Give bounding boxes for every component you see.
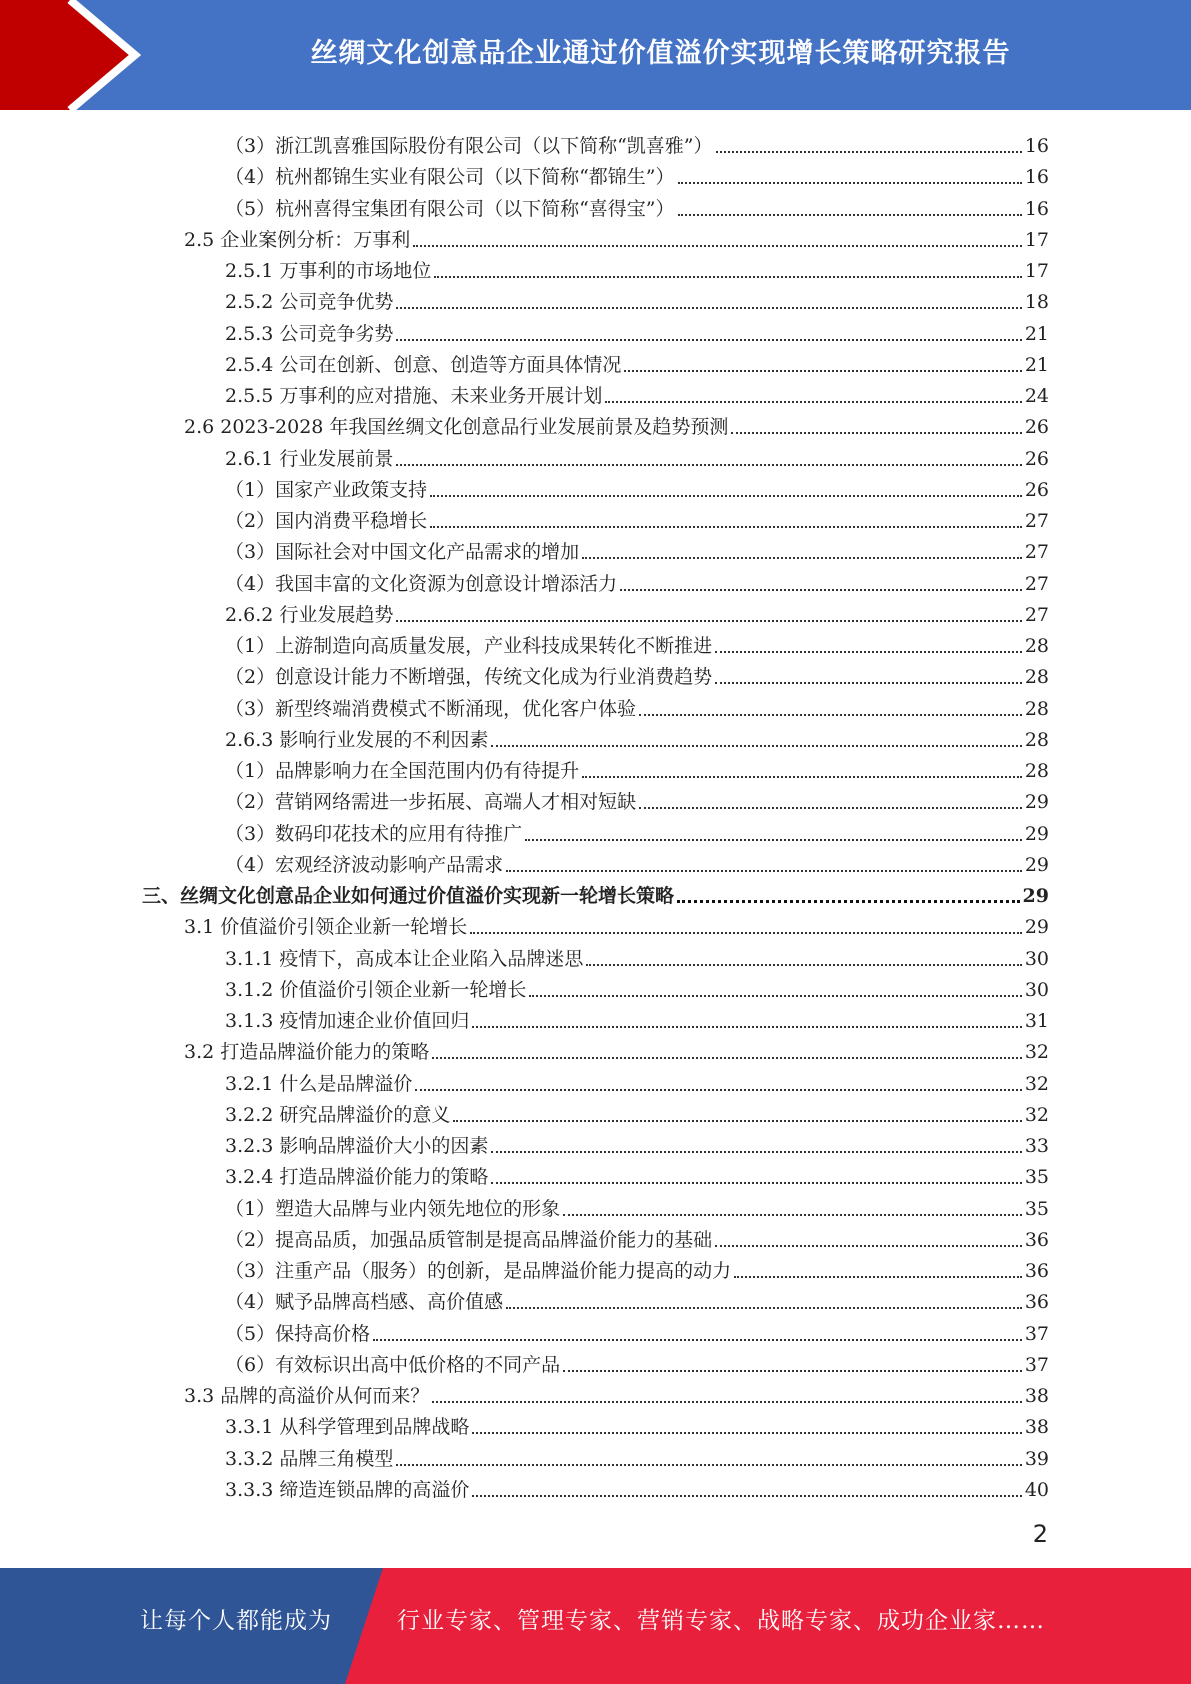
toc-entry-page: 35: [1024, 1197, 1049, 1220]
toc-entry[interactable]: [225, 252, 1049, 283]
toc-leader-dots: [715, 681, 1022, 684]
toc-entry-page: 30: [1024, 978, 1049, 1001]
toc-leader-dots: [605, 400, 1021, 403]
toc-entry-page: 28: [1024, 728, 1049, 751]
toc-entry-title: 2.6 2023-2028 年我国丝绸文化创意品行业发展前景及趋势预测: [184, 416, 729, 439]
toc-entry-title: （4）宏观经济波动影响产品需求: [225, 853, 504, 876]
toc-entry-page: 40: [1024, 1478, 1049, 1501]
toc-entry-page: 27: [1024, 603, 1049, 626]
toc-entry-title: 2.6.1 行业发展前景: [225, 447, 394, 470]
toc-entry-page: 21: [1024, 322, 1049, 345]
toc-entry-title: （2）创意设计能力不断增强，传统文化成为行业消费趋势: [225, 666, 713, 689]
toc-entry[interactable]: [225, 690, 1049, 721]
toc-entry-title: （4）杭州都锦生实业有限公司（以下简称“都锦生”）: [225, 166, 675, 189]
report-title: 丝绸文化创意品企业通过价值溢价实现增长策略研究报告: [310, 37, 1011, 69]
toc-leader-dots: [529, 994, 1021, 997]
toc-entry[interactable]: [225, 658, 1049, 689]
toc-leader-dots: [563, 1369, 1022, 1372]
toc-entry-page: 16: [1024, 166, 1049, 189]
toc-entry-page: 30: [1024, 947, 1049, 970]
toc-entry-page: 29: [1024, 916, 1049, 939]
toc-entry[interactable]: [225, 627, 1049, 658]
toc-entry-page: 27: [1024, 541, 1049, 564]
toc-leader-dots: [715, 650, 1022, 653]
toc-entry[interactable]: [225, 533, 1049, 564]
toc-entry[interactable]: [225, 1158, 1049, 1189]
toc-entry[interactable]: [225, 346, 1049, 377]
toc-entry[interactable]: [225, 471, 1049, 502]
toc-entry-title: 2.5 企业案例分析：万事利: [184, 228, 411, 251]
toc-entry[interactable]: [184, 408, 1049, 439]
toc-entry-page: 26: [1024, 478, 1049, 501]
toc-entry-page: 37: [1024, 1353, 1049, 1376]
page-header: [0, 0, 1191, 110]
toc-leader-dots: [734, 1275, 1022, 1278]
toc-entry-title: （3）数码印花技术的应用有待推广: [225, 822, 523, 845]
toc-leader-dots: [715, 1244, 1022, 1247]
toc-entry-page: 37: [1024, 1322, 1049, 1345]
toc-entry-page: 32: [1024, 1072, 1049, 1095]
toc-entry-page: 29: [1022, 885, 1049, 907]
toc-leader-dots: [430, 494, 1022, 497]
toc-entry-page: 29: [1024, 822, 1049, 845]
toc-entry[interactable]: [225, 502, 1049, 533]
toc-entry-title: 2.6.3 影响行业发展的不利因素: [225, 728, 489, 751]
toc-leader-dots: [586, 963, 1021, 966]
toc-entry[interactable]: [225, 846, 1049, 877]
toc-entry-page: 32: [1024, 1041, 1049, 1064]
toc-leader-dots: [624, 369, 1021, 372]
toc-entry-title: 2.5.1 万事利的市场地位: [225, 260, 432, 282]
toc-entry-title: 3.2 打造品牌溢价能力的策略: [184, 1041, 430, 1064]
toc-entry-title: （6）有效标识出高中低价格的不同产品: [225, 1353, 561, 1376]
toc-entry-title: （3）注重产品（服务）的创新，是品牌溢价能力提高的动力: [225, 1260, 732, 1282]
footer-slogan-right: 行业专家、管理专家、营销专家、战略专家、成功企业家……: [397, 1608, 1045, 1634]
toc-entry-title: 3.3 品牌的高溢价从何而来？: [184, 1385, 430, 1407]
toc-leader-dots: [491, 1181, 1021, 1184]
toc-leader-dots: [432, 1056, 1022, 1059]
toc-entry-title: 2.5.2 公司竞争优势: [225, 291, 394, 314]
toc-entry[interactable]: [225, 565, 1049, 596]
toc-entry[interactable]: [184, 1377, 1049, 1408]
toc-entry-page: 17: [1024, 260, 1049, 282]
toc-entry[interactable]: [225, 283, 1049, 314]
toc-entry-page: 18: [1024, 291, 1049, 314]
toc-leader-dots: [620, 588, 1022, 591]
toc-entry[interactable]: [225, 190, 1049, 221]
toc-leader-dots: [563, 1213, 1022, 1216]
toc-entry-page: 39: [1024, 1447, 1049, 1470]
toc-leader-dots: [678, 181, 1022, 184]
toc-entry[interactable]: [225, 377, 1049, 408]
toc-entry-page: 21: [1024, 353, 1049, 376]
toc-entry-page: 35: [1024, 1166, 1049, 1189]
toc-entry-title: （2）营销网络需进一步拓展、高端人才相对短缺: [225, 791, 637, 814]
toc-leader-dots: [396, 338, 1021, 341]
toc-entry-page: 29: [1024, 853, 1049, 876]
toc-leader-dots: [582, 775, 1022, 778]
toc-leader-dots: [413, 244, 1022, 247]
toc-entry-title: （3）浙江凯喜雅国际股份有限公司（以下简称“凯喜雅”）: [225, 135, 713, 157]
toc-leader-dots: [639, 806, 1022, 809]
toc-entry-page: 28: [1024, 666, 1049, 689]
toc-entry-page: 36: [1024, 1260, 1049, 1282]
toc-entry-title: 3.3.3 缔造连锁品牌的高溢价: [225, 1478, 470, 1501]
toc-leader-dots: [470, 931, 1022, 934]
toc-entry-page: 26: [1024, 416, 1049, 439]
toc-entry-page: 29: [1024, 791, 1049, 814]
toc-entry-title: （4）赋予品牌高档感、高价值感: [225, 1291, 504, 1314]
toc-entry[interactable]: [225, 596, 1049, 627]
toc-entry-title: （1）上游制造向高质量发展，产业科技成果转化不断推进: [225, 635, 713, 657]
toc-leader-dots: [396, 306, 1021, 309]
toc-entry[interactable]: [225, 1252, 1049, 1283]
toc-entry[interactable]: [184, 221, 1049, 252]
page-number: 2: [1032, 1520, 1048, 1548]
toc-entry[interactable]: [142, 877, 1049, 908]
toc-entry-page: 28: [1024, 635, 1049, 657]
toc-entry-page: 27: [1024, 572, 1049, 595]
toc-entry-title: 三、丝绸文化创意品企业如何通过价值溢价实现新一轮增长策略: [142, 885, 675, 907]
toc-leader-dots: [731, 431, 1021, 434]
toc-entry[interactable]: [225, 1096, 1049, 1127]
toc-leader-dots: [582, 556, 1022, 559]
toc-entry-page: 38: [1024, 1385, 1049, 1407]
toc-entry-page: 36: [1024, 1228, 1049, 1251]
toc-leader-dots: [432, 1400, 1022, 1403]
toc-leader-dots: [491, 744, 1021, 747]
toc-entry-page: 16: [1024, 135, 1049, 157]
toc-leader-dots: [678, 213, 1022, 216]
toc-entry-title: 3.1.3 疫情加速企业价值回归: [225, 1010, 470, 1032]
toc-entry-title: 3.2.2 研究品牌溢价的意义: [225, 1103, 451, 1126]
toc-leader-dots: [434, 275, 1021, 278]
toc-entry-page: 32: [1024, 1103, 1049, 1126]
toc-entry-title: （1）品牌影响力在全国范围内仍有待提升: [225, 760, 580, 782]
toc-entry[interactable]: [184, 1033, 1049, 1064]
toc-entry-title: 3.1 价值溢价引领企业新一轮增长: [184, 916, 468, 939]
toc-entry-page: 31: [1024, 1010, 1049, 1032]
toc-entry-page: 38: [1024, 1416, 1049, 1439]
toc-entry[interactable]: [225, 1065, 1049, 1096]
toc-leader-dots: [453, 1119, 1021, 1122]
toc-entry-page: 26: [1024, 447, 1049, 470]
toc-entry[interactable]: [225, 1002, 1049, 1033]
toc-entry[interactable]: [184, 908, 1049, 939]
toc-entry-title: （4）我国丰富的文化资源为创意设计增添活力: [225, 572, 618, 595]
toc-entry-page: 27: [1024, 510, 1049, 532]
toc-entry[interactable]: [225, 1283, 1049, 1314]
toc-leader-dots: [506, 1306, 1022, 1309]
toc-leader-dots: [639, 713, 1022, 716]
toc-entry[interactable]: [225, 971, 1049, 1002]
toc-entry-title: 2.5.3 公司竞争劣势: [225, 322, 394, 345]
toc-entry[interactable]: [225, 1471, 1049, 1502]
toc-leader-dots: [472, 1494, 1021, 1497]
toc-entry[interactable]: [225, 1190, 1049, 1221]
toc-entry-title: （1）国家产业政策支持: [225, 478, 428, 501]
toc-entry[interactable]: [225, 815, 1049, 846]
toc-entry[interactable]: [225, 1408, 1049, 1439]
toc-entry-title: （3）国际社会对中国文化产品需求的增加: [225, 541, 580, 564]
toc-entry-title: （3）新型终端消费模式不断涌现，优化客户体验: [225, 697, 637, 720]
toc-entry-page: 28: [1024, 697, 1049, 720]
toc-entry-title: （5）保持高价格: [225, 1322, 371, 1345]
toc-leader-dots: [472, 1431, 1021, 1434]
toc-entry-title: 3.2.4 打造品牌溢价能力的策略: [225, 1166, 489, 1189]
toc-entry[interactable]: [225, 940, 1049, 971]
toc-entry-title: （2）国内消费平稳增长: [225, 510, 428, 532]
toc-entry[interactable]: [225, 752, 1049, 783]
toc-leader-dots: [506, 869, 1022, 872]
toc-entry[interactable]: [225, 1127, 1049, 1158]
toc-entry-title: 3.2.3 影响品牌溢价大小的因素: [225, 1135, 489, 1157]
toc-entry-page: 24: [1024, 385, 1049, 407]
toc-leader-dots: [415, 1088, 1021, 1091]
toc-entry-title: 2.6.2 行业发展趋势: [225, 603, 394, 626]
toc-entry-title: 2.5.4 公司在创新、创意、创造等方面具体情况: [225, 353, 622, 376]
toc-entry-title: （1）塑造大品牌与业内领先地位的形象: [225, 1197, 561, 1220]
toc-entry-title: 3.2.1 什么是品牌溢价: [225, 1072, 413, 1095]
toc-leader-dots: [396, 1463, 1021, 1466]
toc-entry[interactable]: [225, 315, 1049, 346]
toc-leader-dots: [396, 463, 1021, 466]
toc-entry[interactable]: [225, 158, 1049, 189]
page-footer: [0, 1568, 1191, 1684]
toc-leader-dots: [373, 1338, 1022, 1341]
toc-entry-title: 3.3.1 从科学管理到品牌战略: [225, 1416, 470, 1439]
toc-entry-title: （2）提高品质，加强品质管制是提高品牌溢价能力的基础: [225, 1228, 713, 1251]
toc-leader-dots: [525, 838, 1022, 841]
toc-entry[interactable]: [225, 1315, 1049, 1346]
toc-leader-dots: [677, 899, 1020, 903]
toc-entry[interactable]: [225, 1440, 1049, 1471]
toc-entry-page: 16: [1024, 197, 1049, 220]
toc-entry-page: 33: [1024, 1135, 1049, 1157]
toc-entry-title: 3.3.2 品牌三角模型: [225, 1447, 394, 1470]
toc-entry[interactable]: [225, 127, 1049, 158]
toc-entry-title: 3.1.1 疫情下，高成本让企业陷入品牌迷思: [225, 947, 584, 970]
toc-leader-dots: [430, 525, 1022, 528]
toc-entry[interactable]: [225, 721, 1049, 752]
toc-entry-page: 28: [1024, 760, 1049, 782]
toc-entry[interactable]: [225, 440, 1049, 471]
toc-leader-dots: [491, 1150, 1021, 1153]
toc-entry-page: 36: [1024, 1291, 1049, 1314]
toc-entry[interactable]: [225, 1346, 1049, 1377]
toc-leader-dots: [716, 150, 1022, 153]
toc-entry-title: 2.5.5 万事利的应对措施、未来业务开展计划: [225, 385, 603, 407]
footer-slogan-left: 让每个人都能成为: [140, 1608, 332, 1634]
toc-entry-page: 17: [1024, 228, 1049, 251]
toc-entry[interactable]: [225, 1221, 1049, 1252]
toc-entry-title: （5）杭州喜得宝集团有限公司（以下简称“喜得宝”）: [225, 197, 675, 220]
toc-entry[interactable]: [225, 783, 1049, 814]
toc-entry-title: 3.1.2 价值溢价引领企业新一轮增长: [225, 978, 527, 1001]
toc-leader-dots: [396, 619, 1021, 622]
toc-leader-dots: [472, 1025, 1021, 1028]
